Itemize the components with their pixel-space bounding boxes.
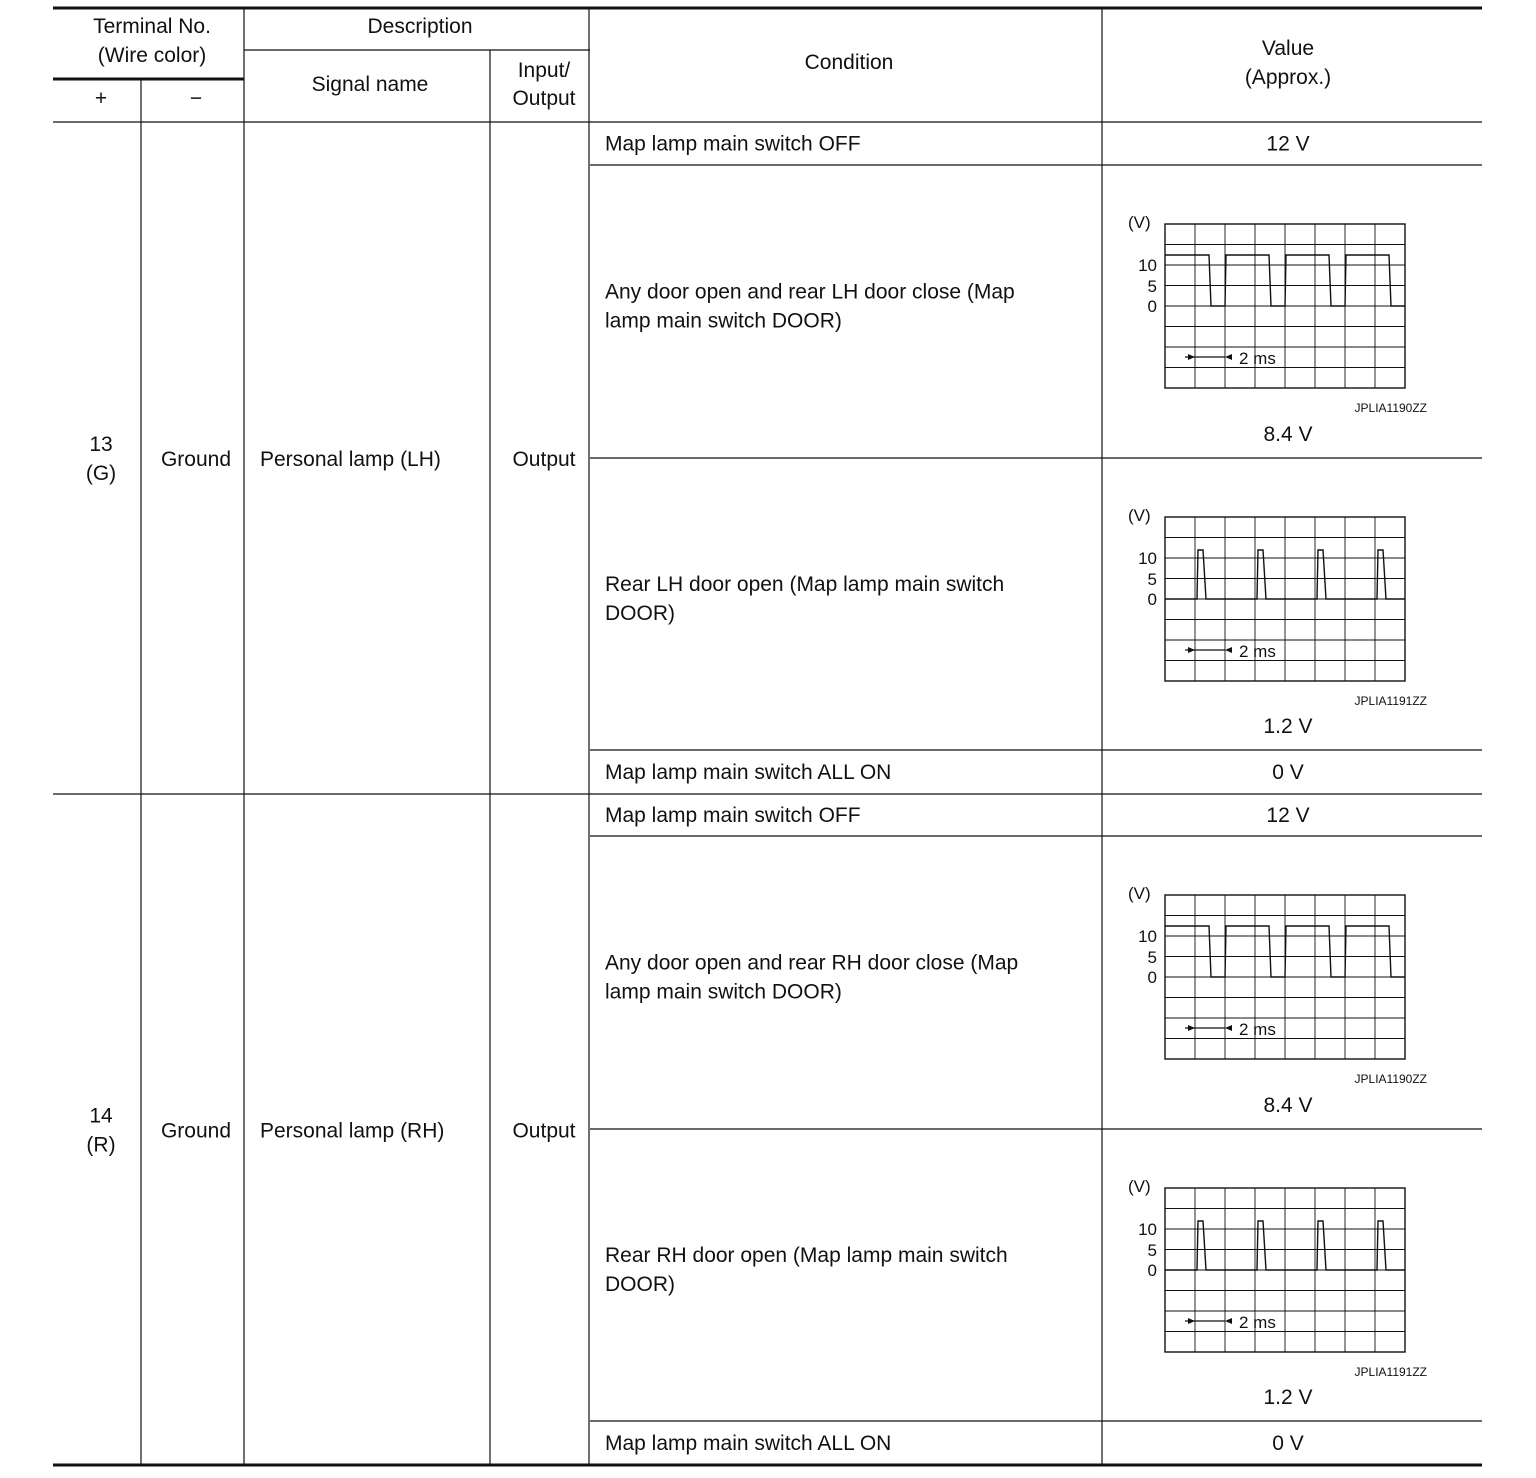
scope-time-label: 2 ms (1239, 1313, 1276, 1332)
value-text: 12 V (1266, 132, 1310, 156)
condition-text: DOOR) (605, 1273, 675, 1296)
scope-arrow-head (1188, 647, 1195, 653)
scope-tick-label: 5 (1147, 1241, 1157, 1260)
scope-tick-label: 10 (1138, 549, 1157, 568)
approx-header: (Approx.) (1244, 66, 1332, 89)
condition-header: Condition (804, 51, 894, 74)
scope-tick-label: 10 (1138, 1220, 1157, 1239)
wire-color: (R) (86, 1133, 116, 1157)
ground-terminal: Ground (160, 1119, 232, 1143)
terminal-no-header: Terminal No. (93, 15, 211, 38)
condition-text: Map lamp main switch ALL ON (605, 1432, 892, 1455)
value-header: Value (1261, 37, 1315, 60)
condition-text: Rear RH door open (Map lamp main switch (605, 1244, 1008, 1267)
scope-unit-label: (V) (1128, 1177, 1151, 1196)
value-text: 12 V (1266, 804, 1310, 827)
description-header: Description (367, 15, 473, 38)
value-text: 8.4 V (1263, 423, 1313, 446)
figure-code: JPLIA1191ZZ (1354, 694, 1427, 708)
scope-time-label: 2 ms (1239, 1020, 1276, 1039)
signal-name: Personal lamp (RH) (260, 1119, 445, 1143)
scope-arrow-head (1225, 1025, 1232, 1031)
oscilloscope-waveform (1128, 213, 1427, 415)
input-output: Output (512, 448, 576, 471)
value-text: 0 V (1272, 761, 1304, 784)
plus-header: + (94, 87, 108, 110)
input-output-header: Input/ (517, 59, 571, 82)
scope-arrow-head (1225, 1318, 1232, 1324)
scope-tick-label: 5 (1147, 277, 1157, 296)
value-text: 1.2 V (1263, 715, 1313, 738)
condition-text: Any door open and rear RH door close (Map (605, 951, 1019, 975)
minus-header: − (189, 87, 203, 110)
terminal-number: 14 (89, 1104, 113, 1128)
scope-tick-label: 10 (1138, 256, 1157, 275)
scope-arrow-head (1188, 1318, 1195, 1324)
oscilloscope-waveform (1128, 506, 1427, 708)
scope-arrow-head (1225, 354, 1232, 360)
scope-arrow-head (1225, 647, 1232, 653)
scope-unit-label: (V) (1128, 213, 1151, 232)
condition-text: Map lamp main switch OFF (605, 132, 861, 156)
scope-tick-label: 5 (1147, 948, 1157, 967)
condition-text: Map lamp main switch OFF (605, 804, 861, 827)
scope-tick-label: 0 (1147, 590, 1157, 609)
scope-unit-label: (V) (1128, 884, 1151, 903)
scope-tick-label: 5 (1147, 570, 1157, 589)
wire-color: (G) (85, 462, 117, 485)
scope-time-label: 2 ms (1239, 642, 1276, 661)
scope-unit-label: (V) (1128, 506, 1151, 525)
scope-tick-label: 0 (1147, 297, 1157, 316)
scope-time-label: 2 ms (1239, 349, 1276, 368)
signal-name-header: Signal name (311, 73, 429, 96)
terminal-number: 13 (89, 433, 113, 456)
wire-color-header: (Wire color) (97, 44, 207, 67)
table-header (93, 15, 1331, 110)
figure-code: JPLIA1191ZZ (1354, 1365, 1427, 1379)
condition-text: lamp main switch DOOR) (605, 309, 842, 333)
figure-code: JPLIA1190ZZ (1354, 1072, 1427, 1086)
signal-name: Personal lamp (LH) (260, 448, 441, 471)
condition-text: Map lamp main switch ALL ON (605, 761, 892, 784)
scope-arrow-head (1188, 354, 1195, 360)
condition-text: DOOR) (605, 602, 675, 625)
input-output: Output (512, 1119, 576, 1143)
condition-text: Any door open and rear LH door close (Map (605, 280, 1015, 304)
oscilloscope-waveform (1128, 884, 1427, 1086)
oscilloscope-waveform (1128, 1177, 1427, 1379)
input-output-header-2: Output (512, 87, 576, 110)
value-text: 1.2 V (1263, 1386, 1313, 1409)
scope-tick-label: 0 (1147, 1261, 1157, 1280)
scope-arrow-head (1188, 1025, 1195, 1031)
value-text: 8.4 V (1263, 1094, 1313, 1117)
condition-text: lamp main switch DOOR) (605, 980, 842, 1004)
scope-tick-label: 0 (1147, 968, 1157, 987)
value-text: 0 V (1272, 1432, 1304, 1455)
scope-tick-label: 10 (1138, 927, 1157, 946)
condition-text: Rear LH door open (Map lamp main switch (605, 573, 1005, 596)
ground-terminal: Ground (160, 448, 232, 471)
figure-code: JPLIA1190ZZ (1354, 401, 1427, 415)
